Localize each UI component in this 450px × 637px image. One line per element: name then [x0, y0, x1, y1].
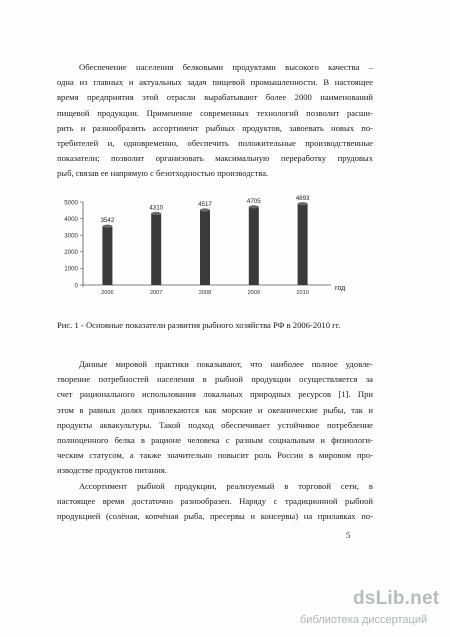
bar-cap: [200, 208, 210, 211]
text-line: рыб, связав ее напрямую с безотходностью производства.: [57, 168, 269, 179]
y-tick-label: 1000: [64, 265, 78, 273]
y-tick-label: 4000: [64, 215, 78, 223]
x-tick-label: 2007: [149, 290, 163, 296]
text-line: продукты аквакультуры. Такой подход обеспечивает устойчивое потребление: [57, 419, 373, 430]
text-line: пищевой продукции. Применение современных технологий позволит расши-: [57, 107, 373, 118]
text-line: полноценного белка в рационе человека с разным социальным и физиологи-: [57, 435, 373, 446]
x-axis-label: год: [335, 285, 346, 292]
y-tick-label: 5000: [64, 199, 78, 207]
y-tick-label: 0: [74, 282, 78, 290]
bar-cap: [102, 225, 112, 228]
text-line: время предприятия этой отрасли вырабатывают более 2000 наименований: [57, 92, 373, 103]
bar: [200, 210, 210, 285]
text-line: этом в равных долях привлекаются как морские и океанические рыбы, так и: [57, 404, 373, 415]
data-label: 4893: [295, 194, 310, 202]
text-line: настоящее время достаточно разнообразен. Наряду с традиционной рыбной: [57, 496, 373, 507]
bar-cap: [249, 205, 259, 208]
text-line: требителей и, одновременно, обеспечить положительные производственные: [57, 138, 373, 149]
x-tick-label: 2009: [247, 290, 261, 296]
paragraph-intro: [57, 60, 373, 182]
bar-chart: [45, 190, 365, 305]
figure-caption: Рис. 1 - Основные показатели развития рыбного хозяйства РФ в 2006-2010 гг.: [57, 320, 341, 330]
x-tick-label: 2006: [101, 290, 114, 296]
text-line: ческим статусом, а также значительно повысит роль России в мировом про-: [57, 450, 373, 461]
bar-cap: [298, 202, 308, 205]
data-label: 4517: [198, 201, 212, 209]
x-tick-label: 2008: [198, 290, 212, 296]
paragraph-world-practice: [57, 357, 373, 479]
data-label: 4310: [149, 204, 164, 212]
page-number: 5: [346, 530, 351, 540]
text-line: показатели; позволит организовать максимальную переработку прудовых: [57, 153, 373, 164]
y-tick-label: 2000: [64, 249, 78, 257]
text-line: изводстве продуктов питания.: [57, 465, 167, 476]
paragraph-assortment: [57, 479, 373, 525]
data-label: 3542: [100, 217, 115, 225]
text-line: счет рационального использования локальных природных ресурсов [1]. При: [57, 389, 373, 400]
watermark-logo: dsLib.net: [353, 588, 440, 609]
text-line: продукцией (солёная, копчёная рыба, пресервы и консервы) на прилавках по-: [57, 511, 373, 522]
x-tick-label: 2010: [296, 290, 309, 296]
text-line: творение потребностей населения в рыбной продукции осуществляется за: [57, 374, 373, 385]
text-line: Данные мировой практики показывают, что наиболее полное удовле-: [79, 359, 373, 369]
bar: [151, 213, 161, 285]
y-tick-label: 3000: [64, 232, 78, 240]
data-label: 4705: [246, 197, 261, 205]
bar: [249, 207, 259, 285]
bar: [102, 226, 112, 285]
bar-cap: [151, 212, 161, 215]
bar: [298, 204, 308, 285]
text-line: Обеспечение населения белковыми продуктами высокого качества –: [79, 62, 373, 72]
text-line: одна из главных и актуальных задач пищевой промышленности. В настоящее: [57, 77, 373, 88]
watermark-subtitle: библиотека диссертаций: [300, 614, 428, 626]
text-line: рить и разнообразить ассортимент рыбных продуктов, завоевать новых по-: [57, 122, 373, 133]
text-line: Ассортимент рыбной продукции, реализуемый в торговой сети, в: [79, 481, 373, 491]
